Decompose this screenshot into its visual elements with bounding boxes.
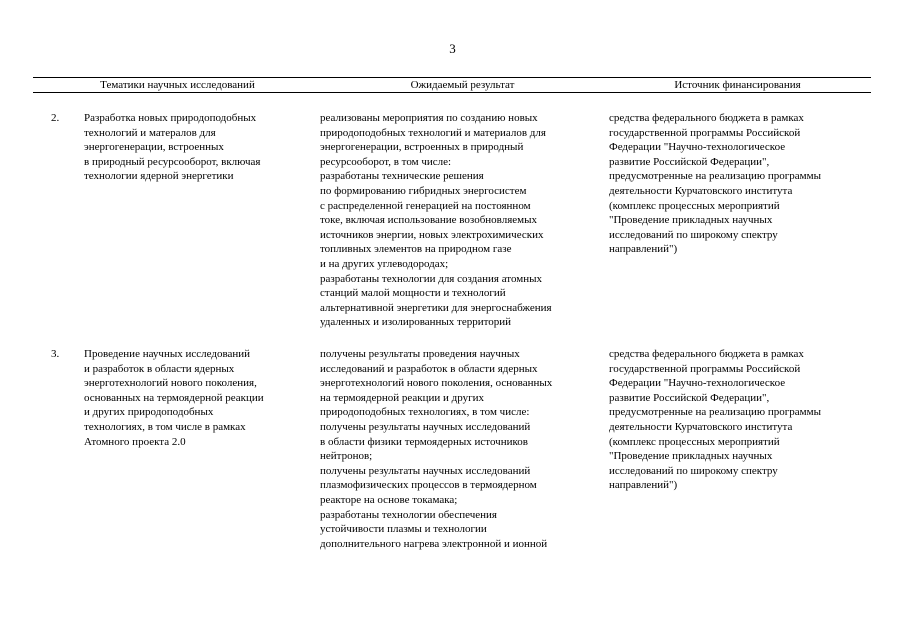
source-line: предусмотренные на реализацию программы [609,170,821,183]
result-line: энергогенерации, встроенных в природный [320,141,524,154]
column-header-result: Ожидаемый результат [410,79,515,91]
result-line: ресурсооборот, в том числе: [320,155,452,168]
source-line: развитие Российской Федерации", [609,391,770,404]
row-number: 3. [51,348,60,360]
source-line: деятельности Курчатовского института [609,184,793,197]
result-line: топливных элементов на природном газе [320,243,512,256]
result-line: токе, включая использование возобновляемых [320,214,538,227]
result-line: на термоядерной реакции и других [320,391,484,404]
result-line: разработаны технологии для создания атомных [320,272,542,285]
topic-line: технологии ядерной энергетики [84,170,234,183]
source-line: направлений") [609,243,678,256]
source-line: исследований по широкому спектру [609,228,778,241]
topic-line: и других природоподобных [84,406,214,419]
source-line: Федерации "Научно-технологическое [609,141,786,154]
page-number: 3 [449,41,456,56]
result-line: разработаны технологии обеспечения [320,508,497,521]
source-line: "Проведение прикладных научных [609,450,773,463]
result-line: энерготехнологий нового поколения, основанных [320,377,553,390]
source-line: направлений") [609,479,678,492]
topic-line: в природный ресурсооборот, включая [84,155,261,168]
result-line: реализованы мероприятия по созданию новых [320,112,538,124]
result-line: источников энергии, новых электрохимических [320,228,544,241]
topic-line: Атомного проекта 2.0 [84,435,186,448]
result-line: дополнительного нагрева электронной и ионной [320,537,548,550]
row-number: 2. [51,112,60,124]
source-line: развитие Российской Федерации", [609,155,770,168]
topic-line: Разработка новых природоподобных [84,112,257,124]
source-line: "Проведение прикладных научных [609,214,773,227]
topic-line: энергогенерации, встроенных [84,141,224,154]
topic-cell [84,347,264,449]
result-line: удаленных и изолированных территорий [320,316,512,329]
result-line: в области физики термоядерных источников [320,435,528,448]
result-line: станций малой мощности и технологий [320,287,506,300]
source-line: средства федерального бюджета в рамках [609,112,804,124]
result-line: получены результаты проведения научных [320,348,520,360]
result-cell [320,347,552,551]
table-header-bottom-rule [33,92,871,93]
result-line: разработаны технические решения [320,170,484,183]
result-line: получены результаты научных исследований [320,464,531,477]
source-line: государственной программы Российской [609,126,801,139]
topic-line: технологий и матералов для [84,126,216,139]
result-line: альтернативной энергетики для энергоснабжения [320,301,552,314]
topic-line: Проведение научных исследований [84,348,251,360]
result-line: нейтронов; [320,450,373,463]
source-cell [609,347,821,493]
column-header-source: Источник финансирования [674,79,801,91]
source-line: государственной программы Российской [609,362,801,375]
source-line: (комплекс процессных мероприятий [609,435,780,448]
source-line: деятельности Курчатовского института [609,420,793,433]
source-line: средства федерального бюджета в рамках [609,348,804,360]
source-line: (комплекс процессных мероприятий [609,199,780,212]
topic-line: и разработок в области ядерных [84,362,235,375]
source-line: предусмотренные на реализацию программы [609,406,821,419]
result-line: с распределенной генерацией на постоянном [320,199,531,212]
table-header-top-rule [33,77,871,78]
source-line: Федерации "Научно-технологическое [609,377,786,390]
topic-line: энерготехнологий нового поколения, [84,377,257,390]
result-line: плазмофизических процессов в термоядерном [320,479,537,492]
result-line: получены результаты научных исследований [320,420,531,433]
topic-cell [84,111,260,184]
topic-line: технологиях, в том числе в рамках [84,420,246,433]
result-cell [320,111,552,330]
source-cell [609,111,821,257]
topic-line: основанных на термоядерной реакции [84,391,264,404]
result-line: и на других углеводородах; [320,257,449,270]
result-line: исследований и разработок в области ядерных [320,362,538,375]
result-line: устойчивости плазмы и технологии [320,523,487,536]
source-line: исследований по широкому спектру [609,464,778,477]
result-line: реакторе на основе токамака; [320,493,458,506]
result-line: природоподобных технологиях, в том числе: [320,406,530,419]
result-line: по формированию гибридных энергосистем [320,184,527,197]
column-header-topic: Тематики научных исследований [100,79,255,91]
result-line: природоподобных технологий и материалов для [320,126,546,139]
